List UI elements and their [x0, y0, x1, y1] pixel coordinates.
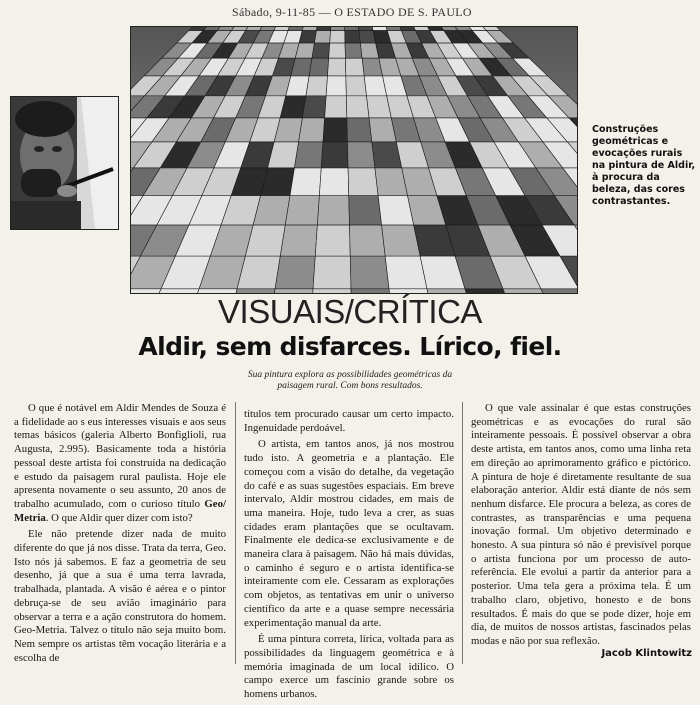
painting-tile: [346, 76, 367, 96]
article-column-1: [14, 402, 226, 668]
painting-tile: [541, 289, 577, 293]
column-divider: [462, 402, 463, 664]
paragraph: É uma pintura correta, lírica, voltada para as possibilidades da linguagem geométrica e à memória imaginada de um local idílico. O campo exerce um fascínio grande sobre os homens urbanos.: [244, 633, 454, 701]
painting-tile: [329, 43, 346, 58]
painting-tile: [331, 27, 345, 31]
painting-tile: [359, 31, 376, 43]
paragraph: O artista, em tantos anos, já nos mostrou tudo isto. A geometria e a plantação. Ele começou com a visão do detalhe, da vegetação do café e as suas sugestões espaciais. Em breve intervalo, Aldir mostrou cidades, em mais de uma maneira. Hoje, tudo leva a crer, as suas cidades eram plantações que se ocultavam. Finalmente ele dedica-se exclusivamente e de maneira clara à paisagem. Não há mais dúvidas, o caminho é seguro e o artista identifica-se inteiramente com ele. Cessaram as explorações com objetos, as tentativas em unir o universo científico da arte e a quase sempre necessária experimentação manual da arte.: [244, 438, 454, 629]
section-title: VISUAIS/CRÍTICA: [218, 293, 482, 330]
paragraph: Ele não pretende dizer nada de muito diferente do que já nos disse. Trata da terra, Geo. Isto nós já sabemos. E faz a geometria de seu desenho, já que a sua é uma terra lavrada, trabalhada, plantada. A visão é aérea e o pintor debruça-se de seu avião imaginário para observar a terra e a ação construtora do homem. Geo-Metria. Talvez o título não seja muito bom. Nem sempre os artistas têm vocação literária e a escolha de: [14, 528, 226, 664]
paragraph: O que vale assinalar é que estas construções geométricas e as evocações do rural são inteiramente pessoais. É possível observar a obra deste artista, em tantos anos, como uma linha reta em direção ao aprimoramento gráfico e pictórico. A pintura de hoje é diretamente resultante de sua elaboração anterior. Aldir está diante de nós sem nenhum disfarce. Ele procura a beleza, as cores de contrastes, as transparências e uma pequena inovação formal. Um objetivo determinado e honesto. A sua pintura só não é previsível porque o artista funciona por um processo de auto-referência. Ele evolui a partir da anterior para a posterior. Uma tela gera a próxima tela. É um trabalho claro, objetivo, honesto e de bons resultados. É mais do que se pode dizer, hoje em dia, de muitos de nossos artistas, fascinados pelas modas e não por sua reflexão.: [471, 402, 691, 647]
painting-tile: [299, 118, 325, 142]
painting-image: [130, 26, 578, 294]
painting-tile: [346, 96, 369, 118]
painting-tile: [345, 58, 364, 76]
painting-tile: [131, 289, 161, 293]
painting-tile: [321, 142, 348, 168]
painting-tile: [345, 31, 361, 43]
painting-tile: [313, 256, 351, 289]
painting-tile: [294, 142, 323, 168]
photo-caption: Construções geométricas e evocações rurais na pintura de Aldir, à procura da beleza, das cores contrastantes.: [592, 124, 696, 207]
painting-tile: [350, 256, 389, 289]
artist-portrait-image: [10, 96, 119, 230]
painting-tile: [275, 256, 315, 289]
painting-tile: [290, 168, 321, 196]
painting-tile: [285, 196, 319, 225]
painting-tile: [330, 31, 345, 43]
painting-tile: [347, 142, 374, 168]
painting-tile: [312, 43, 330, 58]
painting-tile: [371, 27, 387, 31]
painting-tile: [299, 31, 316, 43]
paragraph: títulos tem procurado causar um certo impacto. Ingenuidade perdoável.: [244, 408, 454, 434]
painting-tile: [347, 118, 372, 142]
painting-tile: [319, 168, 348, 196]
deck-subtitle: Sua pintura explora as possibilidades geométricas da paisagem rural. Com bons resultados.: [247, 370, 453, 391]
painting-tile: [385, 256, 427, 289]
painting-tile: [314, 31, 330, 43]
painting-tile: [302, 96, 326, 118]
folio: Sábado, 9-11-85 — O ESTADO DE S. PAULO: [232, 5, 472, 19]
paragraph-text: . O que Aldir quer dizer com isto?: [45, 511, 193, 524]
painting-tile: [309, 58, 329, 76]
painting-tile: [325, 96, 347, 118]
painting-tile: [345, 27, 359, 31]
painting-tile: [358, 27, 373, 31]
painting-tile: [323, 118, 347, 142]
painting-tile: [315, 225, 350, 256]
exhibition-title: Geo/ Metria: [14, 497, 226, 524]
painting-tile: [345, 43, 362, 58]
painting-tile: [316, 27, 331, 31]
painting-tile: [348, 168, 378, 196]
painting-tile: [349, 196, 382, 225]
paragraph: [14, 402, 226, 525]
headline: Aldir, sem disfarces. Lírico, fiel.: [138, 332, 562, 361]
painting-tile: [302, 27, 318, 31]
painting-tile: [349, 225, 385, 256]
painting-tile: [280, 225, 317, 256]
article-column-3: [471, 402, 691, 652]
article-column-2: [244, 408, 454, 705]
painting-tile: [327, 58, 345, 76]
painting-tile: [384, 27, 401, 31]
painting-tile: [317, 196, 349, 225]
paragraph-text: O que é notável em Aldir Mendes de Souza é a fidelidade ao s eus interesses visuais e aos seus temas básicos (galeria Alberto Bonfiglioli, rua Augusta, 2.995). Basicamente toda a história pessoal deste artista foi construída na dedicação e estudo da paisagem rural paulista. Hoje ele apresenta novamente o seu assunto, 20 anos de trabalho acumulado, com o curioso título: [14, 402, 226, 510]
painting-tile: [306, 76, 328, 96]
column-divider: [235, 402, 236, 664]
byline: Jacob Klintowitz: [601, 648, 692, 659]
painting-tile: [326, 76, 346, 96]
